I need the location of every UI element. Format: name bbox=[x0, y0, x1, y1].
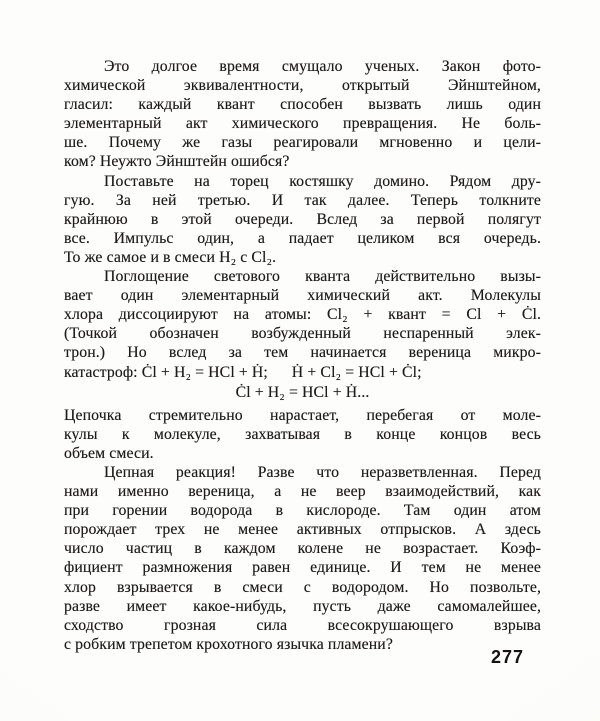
text-line: гласил: каждый квант способен вызвать лишь один bbox=[64, 96, 541, 114]
text-line: Цепная реакция! Разве что неразветвленная. Перед bbox=[104, 463, 541, 481]
text-line: нами именно вереница, а не веер взаимодействий, как bbox=[64, 483, 541, 501]
paragraph bbox=[64, 463, 541, 654]
text-line: объем смеси. bbox=[64, 444, 154, 462]
text-line: Цепочка стремительно нарастает, перебегая от моле- bbox=[64, 406, 541, 424]
text-line: фициент размножения равен единице. И тем не менее bbox=[64, 559, 541, 577]
text-line: кулы к молекуле, захватывая в конце концов весь bbox=[64, 425, 541, 443]
text-line: разве имеет какое-нибудь, пусть даже самомалейшее, bbox=[64, 597, 541, 615]
page-text bbox=[64, 57, 541, 654]
text-line: при горении водорода в кислороде. Там один атом bbox=[64, 502, 541, 520]
text-line: гую. За ней третью. И так далее. Теперь толкните bbox=[64, 191, 541, 209]
text-line: вает один элементарный химический акт. Молекулы bbox=[64, 287, 541, 305]
text-line: (Точкой обозначен возбужденный неспаренный элек- bbox=[64, 325, 541, 343]
text-line: Это долгое время смущало ученых. Закон фото- bbox=[104, 58, 541, 75]
text-line: сходство грозная сила всесокрушающего взрыва bbox=[64, 616, 541, 634]
paragraph bbox=[64, 172, 541, 267]
text-line: То же самое и в смеси H₂ с Cl₂. bbox=[64, 248, 277, 266]
text-line: трон.) Но вслед за тем начинается вереница микро- bbox=[64, 344, 541, 362]
text-line: хлор взрывается в смеси с водородом. Но позвольте, bbox=[64, 578, 541, 596]
paragraph bbox=[64, 57, 541, 172]
text-line: крайнюю в этой очереди. Вслед за первой полягут bbox=[64, 210, 541, 228]
text-line: число частиц в каждом колене не возрастает. Коэф- bbox=[64, 540, 541, 558]
formula-line: хлора диссоциируют на атомы: Cl₂ + квант = Cl + Ċl. bbox=[64, 306, 541, 324]
text-line: порождает трех не менее активных отпрысков. А здесь bbox=[64, 521, 541, 539]
paragraph bbox=[64, 406, 541, 463]
text-line: ком? Неужто Эйнштейн ошибся? bbox=[64, 153, 290, 171]
text-line: элементарный акт химического превращения. Не боль- bbox=[64, 115, 541, 133]
text-line: ше. Почему же газы реагировали мгновенно и цели- bbox=[64, 134, 541, 152]
formula-line: катастроф: Ċl + H₂ = HCl + Ḣ; Ḣ + Cl₂ = HCl + Ċl; bbox=[64, 363, 422, 381]
text-line: химической эквивалентности, открытый Эйнштейном, bbox=[64, 77, 541, 95]
text-line: все. Импульс один, а падает целиком вся очередь. bbox=[64, 229, 541, 247]
paragraph bbox=[64, 267, 541, 402]
page-number: 277 bbox=[491, 646, 525, 668]
formula-line: Ċl + H₂ = HCl + Ḣ... bbox=[235, 383, 370, 401]
text-line: Поставьте на торец костяшку домино. Рядом дру- bbox=[104, 172, 541, 190]
text-line: Поглощение светового кванта действительно вызы- bbox=[104, 268, 541, 286]
text-line: с робким трепетом крохотного язычка пламени? bbox=[64, 635, 393, 653]
